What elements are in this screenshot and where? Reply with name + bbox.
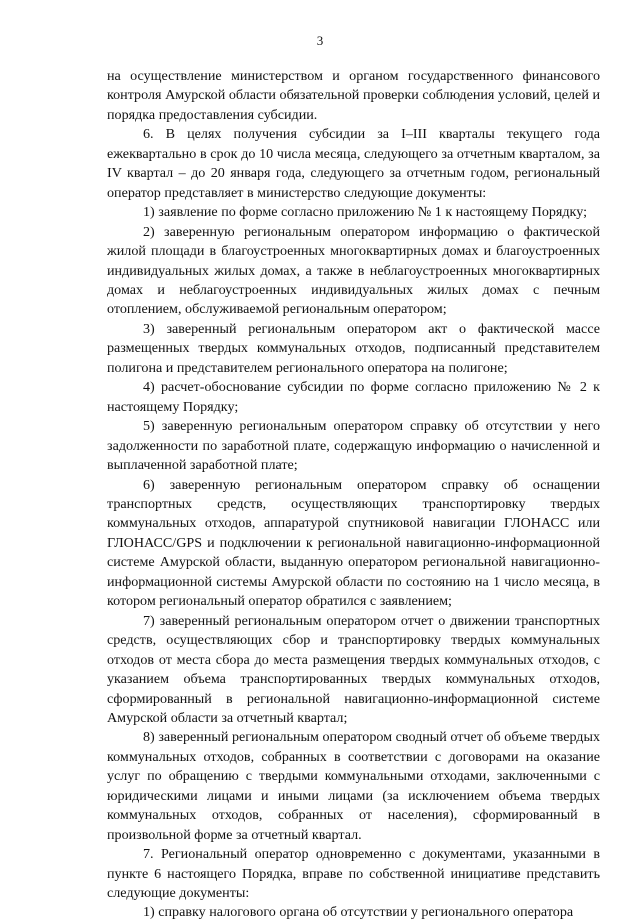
paragraph-item-7-subitem-1: 1) справку налогового органа об отсутствии у регионального оператора (143, 904, 574, 921)
page-number: 3 (316, 33, 324, 48)
paragraph-subitem-7: 7) заверенный региональным оператором отчет о движении транспортных средств, осуществляющих сбор и транспортировку твердых коммунальных отходов от места сбора до места размещения твердых коммунальных отходов, с указанием объема транспортированных твердых коммунальных отходов, сформированный в региональной навигационно-информационной системе Амурской области за отчетный квартал; (107, 612, 600, 726)
document-body (107, 67, 600, 923)
paragraph-item-6: 6. В целях получения субсидии за I–III кварталы текущего года ежеквартально в срок до 10 числа месяца, следующего за отчетным кварталом, за IV квартал – до 20 января года, следующего за отчетным годом, региональный оператор представляет в министерство следующие документы: (107, 126, 600, 201)
paragraph-subitem-8: 8) заверенный региональным оператором сводный отчет об объеме твердых коммунальных отходов, собранных в соответствии с договорами на оказание услуг по обращению с твердыми коммунальными отходами, заключенными с юридическими лицами и иными лицами (за исключением объема твердых коммунальных отходов, собранных от населения), сформированный в произвольной форме за отчетный квартал. (107, 729, 600, 843)
paragraph-continuation: на осуществление министерством и органом государственного финансового контроля Амурской области обязательной проверки соблюдения условий, целей и порядка предоставления субсидии. (107, 68, 600, 123)
paragraph-item-7: 7. Региональный оператор одновременно с документами, указанными в пункте 6 настоящего Порядка, вправе по собственной инициативе представить следующие документы: (107, 846, 600, 902)
paragraph-subitem-1: 1) заявление по форме согласно приложению № 1 к настоящему Порядку; (143, 204, 587, 221)
paragraph-subitem-3: 3) заверенный региональным оператором акт о фактической массе размещенных твердых коммунальных отходов, подписанный представителем полигона и представителем регионального оператора на полигоне; (107, 320, 600, 376)
paragraph-subitem-2: 2) заверенную региональным оператором информацию о фактической жилой площади в благоустроенных многоквартирных домах и благоустроенных индивидуальных жилых домах, а также в неблагоустроенных многоквартирных домах и неблагоустроенных индивидуальных жилых домах с печным отоплением, обслуживаемой региональным оператором; (107, 223, 600, 318)
paragraph-subitem-5: 5) заверенную региональным оператором справку об отсутствии у него задолженности по заработной плате, содержащую информацию о начисленной и выплаченной заработной плате; (107, 418, 600, 474)
paragraph-subitem-6: 6) заверенную региональным оператором справку об оснащении транспортных средств, осуществляющих транспортировку твердых коммунальных отходов, аппаратурой спутниковой навигации ГЛОНАСС или ГЛОНАСС/GPS и подключении к региональной навигационно-информационной системе Амурской области, выданную оператором региональной навигационно-информационной системы Амурской области по состоянию на 1 число месяца, в котором региональный оператор обратился с заявлением; (107, 476, 600, 610)
paragraph-subitem-4: 4) расчет-обоснование субсидии по форме согласно приложению № 2 к настоящему Порядку; (107, 379, 600, 415)
